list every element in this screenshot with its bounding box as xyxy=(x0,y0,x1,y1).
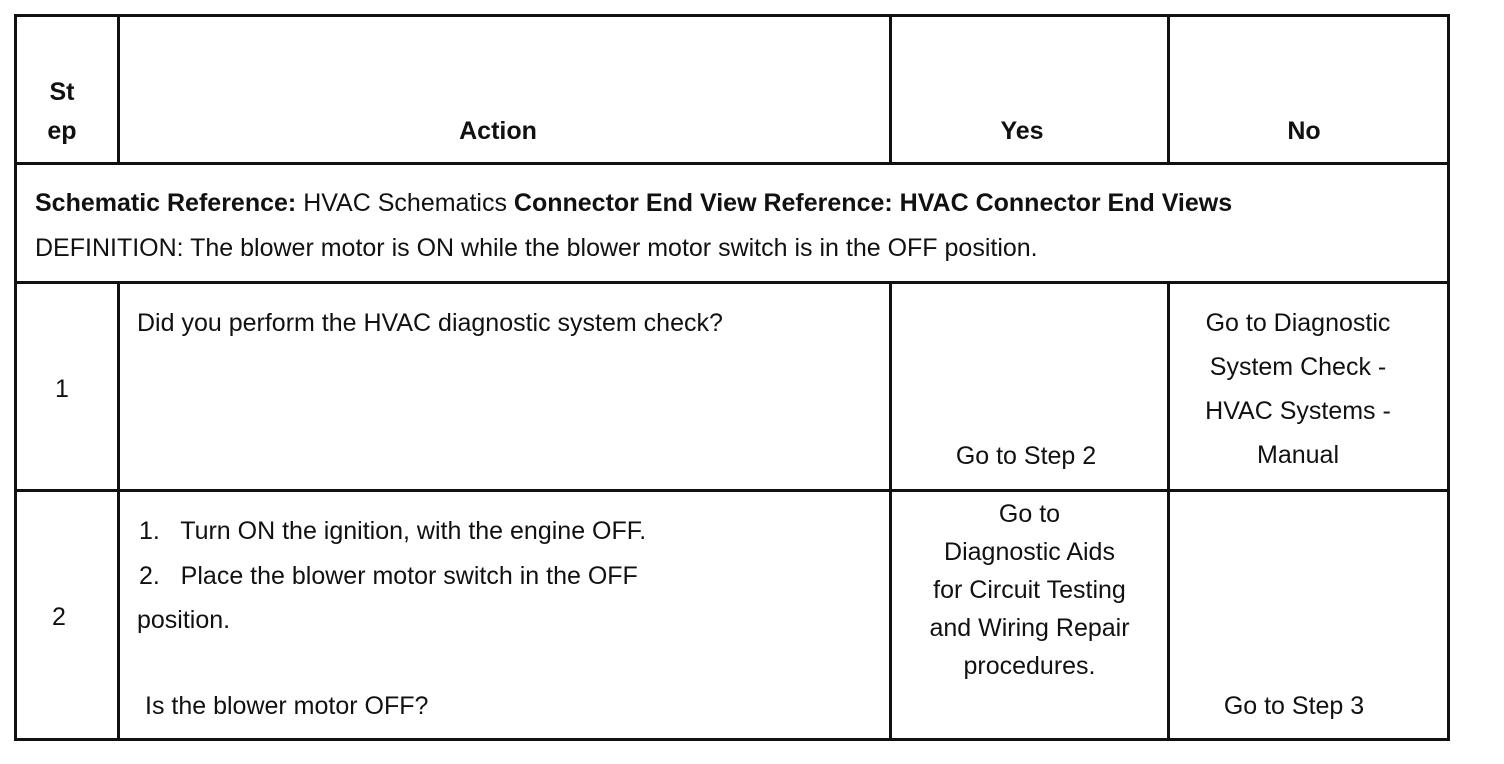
schematic-reference xyxy=(35,188,1232,218)
definition-text: DEFINITION: The blower motor is ON while the blower motor switch is in the OFF position. xyxy=(35,234,1038,262)
row2-yes-line: Diagnostic Aids xyxy=(944,538,1115,566)
row2-no: Go to Step 3 xyxy=(1223,692,1365,720)
row2-action-item-2-continued: position. xyxy=(137,606,231,634)
connector-reference-label: Connector End View Reference: xyxy=(513,189,893,217)
diagnostic-table xyxy=(14,14,1450,741)
row2-action-item-2: 2. Place the blower motor switch in the OFF xyxy=(139,562,638,590)
col-divider-yes xyxy=(1167,17,1170,162)
header-no: No xyxy=(1287,117,1321,145)
col-divider-step xyxy=(117,17,120,162)
row2-step: 2 xyxy=(52,603,66,631)
reference-divider xyxy=(17,281,1447,284)
row2-yes-line: procedures. xyxy=(963,652,1096,680)
row2-action-item-1: 1. Turn ON the ignition, with the engine OFF. xyxy=(139,517,647,545)
col-divider-step-body xyxy=(117,281,120,738)
row-divider xyxy=(17,489,1447,492)
connector-reference-value: HVAC Connector End Views xyxy=(899,189,1233,217)
row2-action-question: Is the blower motor OFF? xyxy=(145,692,429,720)
row1-no xyxy=(1170,301,1426,477)
row2-yes-line: and Wiring Repair xyxy=(929,614,1130,642)
row1-step: 1 xyxy=(55,375,69,403)
header-yes: Yes xyxy=(1000,117,1044,145)
row1-no-line: HVAC Systems - xyxy=(1205,397,1391,425)
row1-yes: Go to Step 2 xyxy=(955,442,1097,470)
row2-yes-line: for Circuit Testing xyxy=(933,576,1126,604)
header-step-line1: St xyxy=(49,78,75,106)
row1-no-line: System Check - xyxy=(1209,353,1387,381)
schematic-reference-value: HVAC Schematics xyxy=(303,189,507,217)
col-divider-action xyxy=(889,17,892,162)
row1-no-line: Go to Diagnostic xyxy=(1205,309,1391,337)
row1-action: Did you perform the HVAC diagnostic system check? xyxy=(137,309,723,337)
row1-no-line: Manual xyxy=(1257,441,1339,469)
header-action: Action xyxy=(459,117,537,145)
row2-yes-line: Go to xyxy=(998,500,1061,528)
row2-yes xyxy=(892,495,1167,685)
schematic-reference-label: Schematic Reference: xyxy=(35,189,297,217)
header-step-line2: ep xyxy=(47,117,77,145)
header-divider xyxy=(17,162,1447,165)
